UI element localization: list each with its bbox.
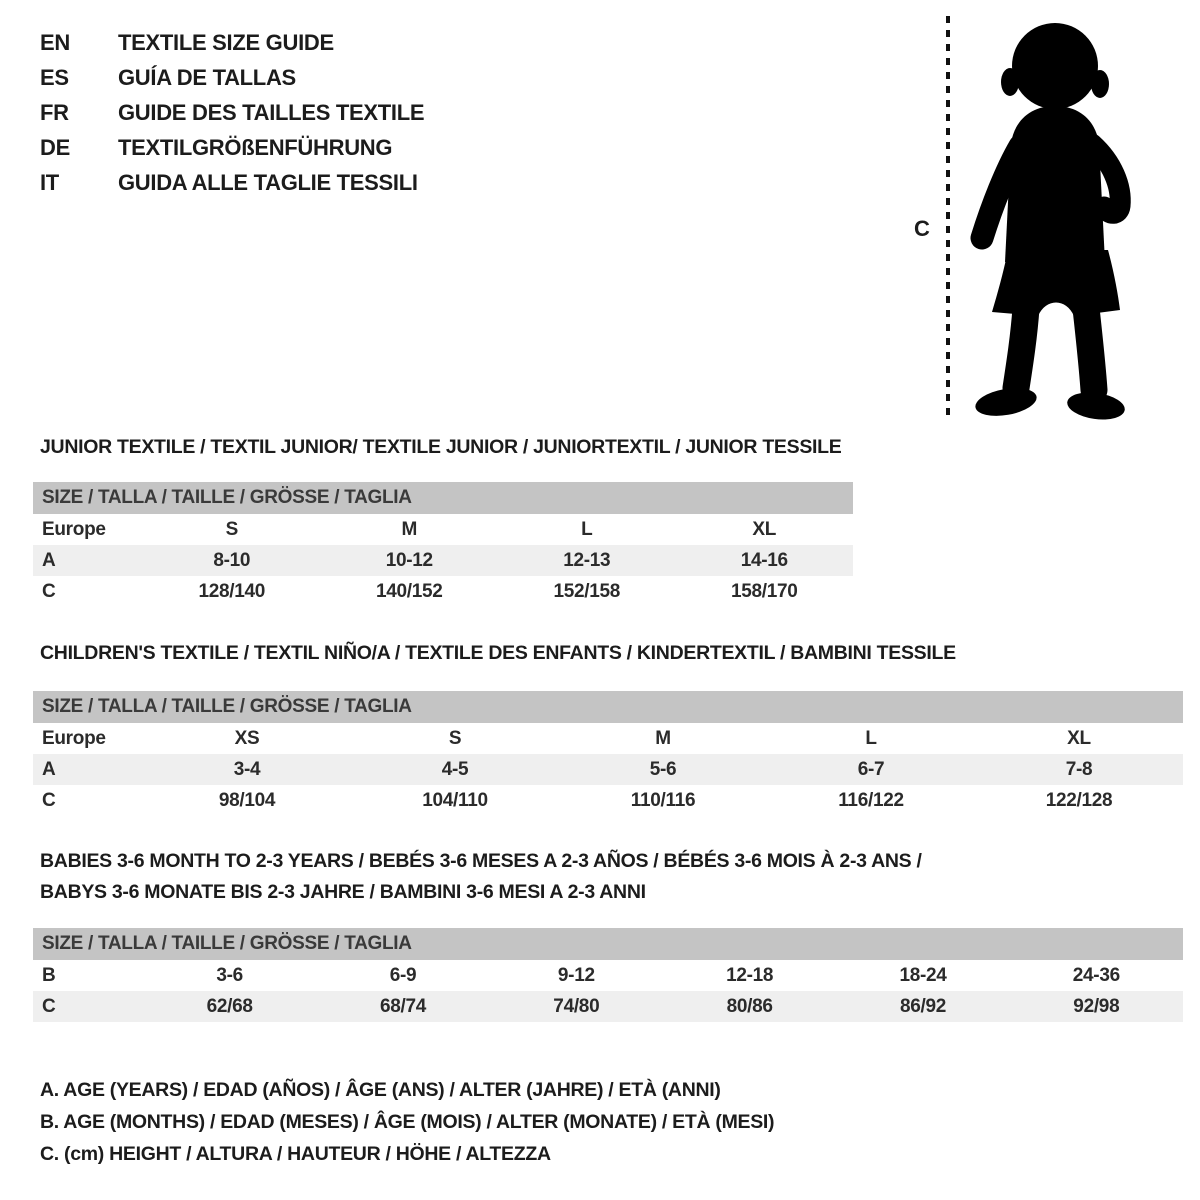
lang-label-it: GUIDA ALLE TAGLIE TESSILI — [118, 170, 418, 195]
table-row — [33, 991, 1183, 1022]
table-cell: XL — [1067, 727, 1091, 749]
table-cell: 14-16 — [740, 549, 788, 571]
table-row — [33, 514, 853, 545]
babies-title-line2: BABYS 3-6 MONATE BIS 2-3 JAHRE / BAMBINI 3-6 MESI A 2-3 ANNI — [40, 881, 646, 903]
table-cell: 24-36 — [1072, 964, 1120, 986]
table-cell: L — [865, 727, 877, 749]
children-size-header-bar: SIZE / TALLA / TAILLE / GRÖSSE / TAGLIA — [33, 691, 1183, 723]
junior-size-header-bar: SIZE / TALLA / TAILLE / GRÖSSE / TAGLIA — [33, 482, 853, 514]
table-cell: 4-5 — [441, 758, 469, 780]
table-cell: 116/122 — [838, 789, 904, 811]
table-cell: XS — [234, 727, 260, 749]
lang-label-es: GUÍA DE TALLAS — [118, 65, 296, 90]
lang-label-fr: GUIDE DES TAILLES TEXTILE — [118, 100, 425, 125]
table-cell: 92/98 — [1073, 995, 1120, 1017]
table-cell: 68/74 — [379, 995, 427, 1017]
lang-label-en: TEXTILE SIZE GUIDE — [118, 30, 334, 55]
legend-line-c: C. (cm) HEIGHT / ALTURA / HAUTEUR / HÖHE / ALTEZZA — [40, 1143, 551, 1165]
toddler-silhouette-image — [958, 10, 1148, 422]
table-cell: 18-24 — [899, 964, 947, 986]
table-cell: 7-8 — [1065, 758, 1093, 780]
babies-section-title — [40, 846, 922, 908]
table-cell: S — [225, 518, 238, 540]
table-cell: 3-6 — [216, 964, 243, 986]
lang-code-es: ES — [40, 65, 69, 90]
table-cell: 12-18 — [726, 964, 774, 986]
row-label: A — [42, 758, 56, 780]
table-cell: 104/110 — [422, 789, 488, 811]
legend-line-b: B. AGE (MONTHS) / EDAD (MESES) / ÂGE (MOIS) / ALTER (MONATE) / ETÀ (MESI) — [40, 1111, 775, 1133]
size-table-junior — [33, 482, 853, 607]
measurement-legend — [40, 1074, 774, 1170]
lang-code-it: IT — [40, 170, 59, 195]
row-label: Europe — [42, 727, 106, 749]
lang-code-en: EN — [40, 30, 70, 55]
junior-section-title: JUNIOR TEXTILE / TEXTIL JUNIOR/ TEXTILE JUNIOR / JUNIORTEXTIL / JUNIOR TESSILE — [40, 436, 842, 458]
table-cell: 12-13 — [563, 549, 611, 571]
table-cell: 5-6 — [649, 758, 677, 780]
legend-line-a: A. AGE (YEARS) / EDAD (AÑOS) / ÂGE (ANS) / ALTER (JAHRE) / ETÀ (ANNI) — [40, 1079, 721, 1101]
table-cell: 3-4 — [233, 758, 261, 780]
table-cell: XL — [752, 518, 777, 540]
lang-code-de: DE — [40, 135, 70, 160]
row-label: A — [42, 549, 56, 571]
table-cell: 86/92 — [899, 995, 947, 1017]
table-cell: 98/104 — [218, 789, 276, 811]
table-cell: 152/158 — [553, 580, 621, 602]
table-row — [33, 545, 853, 576]
lang-code-fr: FR — [40, 100, 69, 125]
table-cell: 110/116 — [630, 789, 696, 811]
table-cell: S — [448, 727, 462, 749]
table-row — [33, 960, 1183, 991]
table-cell: 9-12 — [557, 964, 595, 986]
table-cell: 140/152 — [375, 580, 443, 602]
table-cell: M — [401, 518, 418, 540]
table-cell: 6-7 — [857, 758, 885, 780]
table-cell: 10-12 — [385, 549, 433, 571]
row-label: Europe — [42, 518, 106, 540]
table-cell: 6-9 — [389, 964, 417, 986]
height-measure-label: C — [914, 216, 930, 241]
row-label: C — [42, 995, 56, 1017]
size-table-babies — [33, 928, 1183, 1022]
table-cell: 122/128 — [1045, 789, 1113, 811]
table-row — [33, 723, 1183, 754]
table-row — [33, 785, 1183, 816]
table-row — [33, 576, 853, 607]
babies-title-line1: BABIES 3-6 MONTH TO 2-3 YEARS / BEBÉS 3-6 MESES A 2-3 AÑOS / BÉBÉS 3-6 MOIS À 2-3 ANS / — [40, 850, 922, 872]
table-row — [33, 754, 1183, 785]
table-cell: M — [655, 727, 671, 749]
row-label: C — [42, 789, 56, 811]
lang-label-de: TEXTILGRÖßENFÜHRUNG — [118, 135, 393, 160]
row-label: C — [42, 580, 56, 602]
height-dashed-line — [946, 16, 950, 416]
table-cell: 80/86 — [726, 995, 773, 1017]
table-cell: 158/170 — [730, 580, 798, 602]
table-cell: 62/68 — [206, 995, 253, 1017]
table-cell: L — [581, 518, 593, 540]
language-guide — [40, 32, 424, 194]
table-cell: 74/80 — [553, 995, 600, 1017]
babies-size-header-bar: SIZE / TALLA / TAILLE / GRÖSSE / TAGLIA — [33, 928, 1183, 960]
children-section-title: CHILDREN'S TEXTILE / TEXTIL NIÑO/A / TEXTILE DES ENFANTS / KINDERTEXTIL / BAMBINI TESSILE — [40, 642, 956, 664]
row-label: B — [42, 964, 56, 986]
size-table-children — [33, 691, 1183, 816]
table-cell: 128/140 — [198, 580, 266, 602]
table-cell: 8-10 — [213, 549, 251, 571]
